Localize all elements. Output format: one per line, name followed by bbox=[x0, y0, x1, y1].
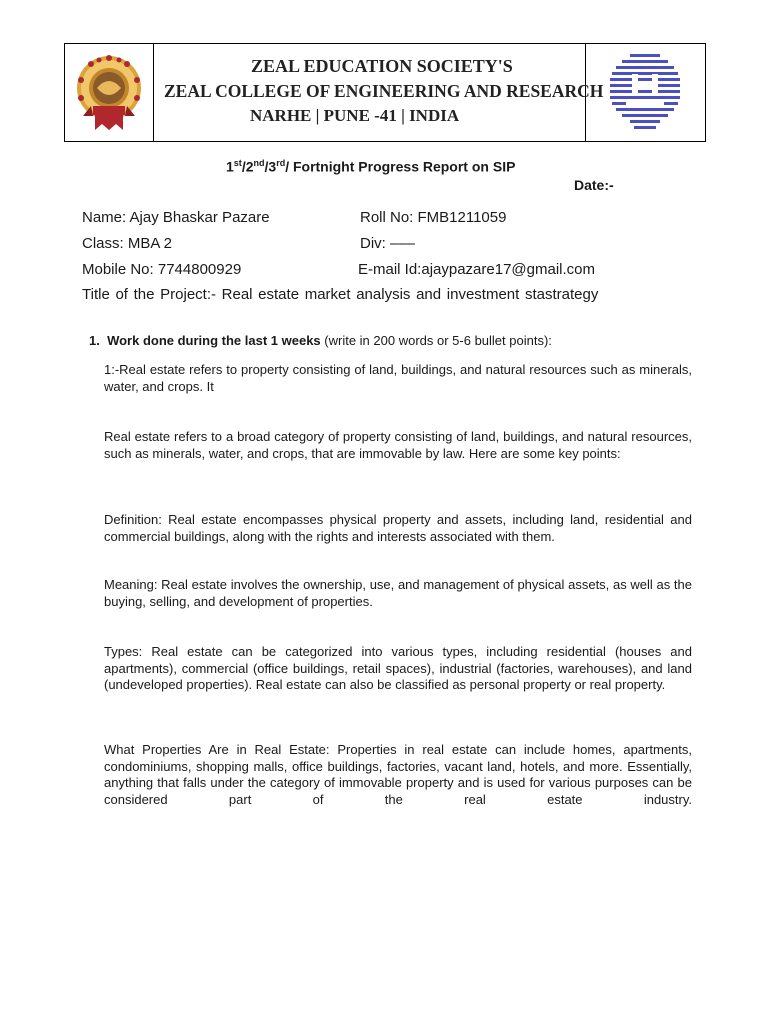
section-title: Work done during the last 1 weeks bbox=[107, 333, 321, 348]
date-label: Date:- bbox=[574, 177, 614, 193]
paragraph-types: Types: Real estate can be categorized into various types, including residential (houses and apartments), commercial (office buildings, retail spaces), industrial (factories, warehouses), and land (undeveloped properties). Real estate can also be classified as personal property or real property. bbox=[104, 644, 692, 692]
section-heading bbox=[89, 333, 552, 348]
mobile-number: Mobile No: 7744800929 bbox=[82, 261, 242, 278]
college-name: ZEAL COLLEGE OF ENGINEERING AND RESEARCH bbox=[164, 81, 604, 101]
society-name: ZEAL EDUCATION SOCIETY'S bbox=[251, 56, 513, 76]
roll-number: Roll No: FMB1211059 bbox=[360, 209, 507, 226]
section-instruction: (write in 200 words or 5-6 bullet points): bbox=[320, 333, 552, 348]
college-address: NARHE | PUNE -41 | INDIA bbox=[250, 106, 460, 125]
project-title: Title of the Project:- Real estate market analysis and investment stastrategy bbox=[82, 286, 599, 303]
student-name: Name: Ajay Bhaskar Pazare bbox=[82, 209, 270, 226]
paragraph-properties: What Properties Are in Real Estate: Properties in real estate can include homes, apartments, condominiums, shopping malls, office buildings, factories, vacant land, hotels, and more. Essentially, anything that falls under the category of immovable property and is used for various purposes can be considered part of the real estate industry. bbox=[104, 742, 692, 807]
paragraph-meaning: Meaning: Real estate involves the ownership, use, and management of physical assets, as well as the buying, selling, and development of properties. bbox=[104, 577, 692, 609]
report-title: 1st/2nd/3rd/ Fortnight Progress Report on SIP bbox=[226, 158, 516, 175]
student-division: Div: ––– bbox=[360, 235, 416, 252]
zeal-seal-logo bbox=[65, 44, 154, 141]
college-logo-cell bbox=[586, 44, 705, 141]
institution-heading bbox=[154, 44, 604, 141]
student-class: Class: MBA 2 bbox=[82, 235, 173, 252]
section-number: 1. bbox=[89, 333, 100, 348]
zeal-seal-cell bbox=[65, 44, 154, 141]
header-table bbox=[64, 43, 706, 142]
paragraph-definition: Definition: Real estate encompasses physical property and assets, including land, residential and commercial buildings, along with the rights and interests associated with them. bbox=[104, 512, 692, 544]
college-emblem-logo bbox=[586, 44, 705, 141]
paragraph-overview: Real estate refers to a broad category of property consisting of land, buildings, and natural resources, such as minerals, water, and crops, that are immovable by law. Here are some key points: bbox=[104, 429, 692, 461]
email-id: E-mail Id:ajaypazare17@gmail.com bbox=[358, 261, 595, 278]
paragraph-intro: 1:-Real estate refers to property consisting of land, buildings, and natural resources such as minerals, water, and crops. It bbox=[104, 362, 692, 394]
